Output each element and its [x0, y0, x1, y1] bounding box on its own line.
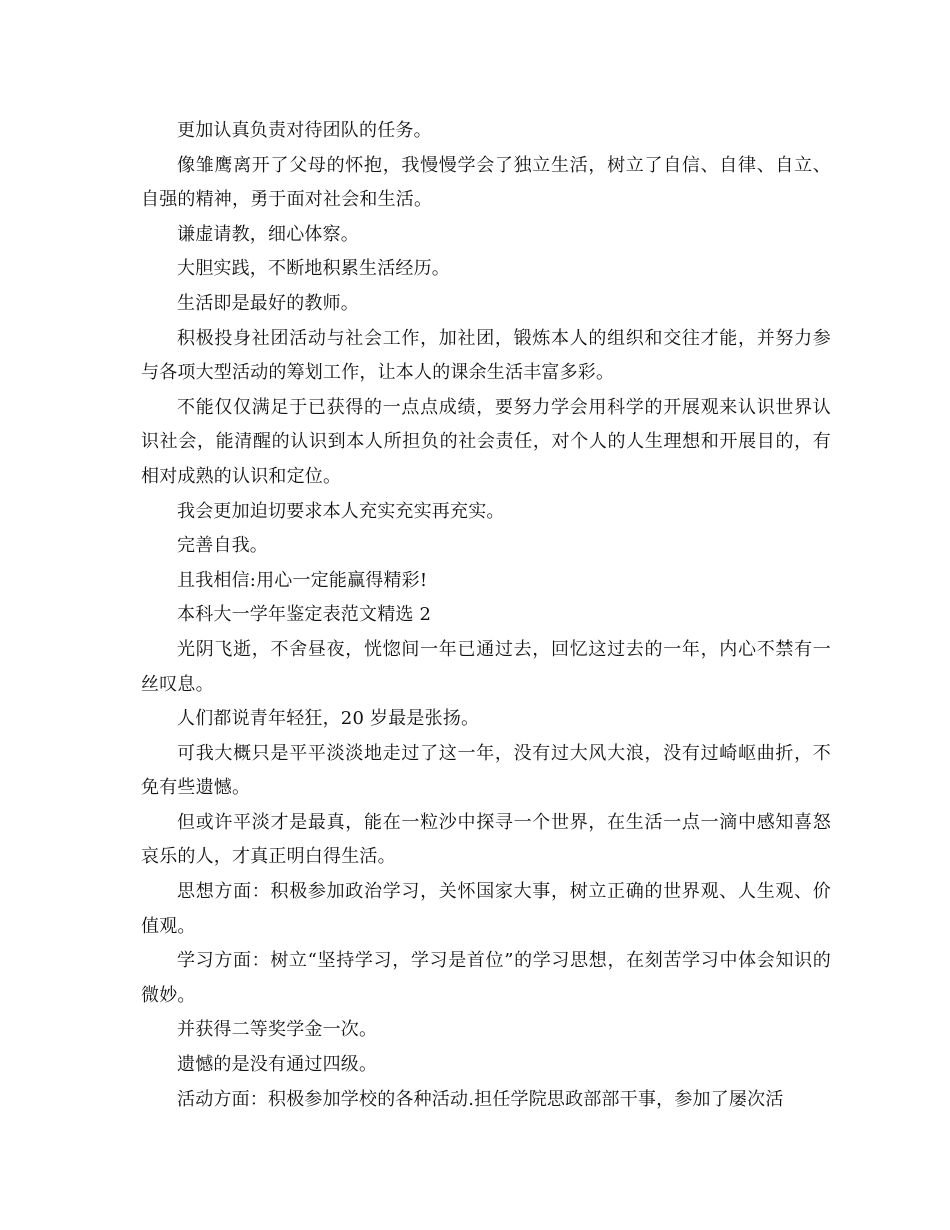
section-heading: 本科大一学年鉴定表范文精选 2: [177, 604, 432, 626]
paragraph: 我会更加迫切要求本人充实充实再充实。: [177, 500, 505, 522]
paragraph: 并获得二等奖学金一次。: [177, 1019, 378, 1041]
paragraph: 生活即是最好的教师。: [177, 292, 359, 314]
paragraph: 但或许平淡才是最真，能在一粒沙中探寻一个世界，在生活一点一滴中感知喜怒哀乐的人，才真正明白得生活。: [141, 811, 831, 868]
paragraph: 完善自我。: [177, 535, 268, 557]
paragraph: 像雏鹰离开了父母的怀抱，我慢慢学会了独立生活，树立了自信、自律、自立、自强的精神，勇于面对社会和生活。: [141, 154, 831, 211]
paragraph: 谦虚请教，细心体察。: [177, 223, 359, 245]
paragraph: 大胆实践，不断地积累生活经历。: [177, 258, 450, 280]
paragraph: 光阴飞逝，不舍昼夜，恍惚间一年已通过去，回忆这过去的一年，内心不禁有一丝叹息。: [141, 638, 831, 695]
paragraph: 可我大概只是平平淡淡地走过了这一年，没有过大风大浪，没有过崎岖曲折，不免有些遗憾。: [141, 742, 831, 799]
paragraph: 人们都说青年轻狂，20 岁最是张扬。: [177, 708, 480, 730]
paragraph: 思想方面：积极参加政治学习，关怀国家大事，树立正确的世界观、人生观、价值观。: [141, 881, 831, 937]
paragraph: 积极投身社团活动与社会工作，加社团，锻炼本人的组织和交往才能，并努力参与各项大型活动的筹划工作，让本人的课余生活丰富多彩。: [141, 327, 831, 384]
document-body: [141, 114, 831, 1117]
paragraph: 学习方面：树立“坚持学习，学习是首位”的学习思想，在刻苦学习中体会知识的微妙。: [141, 950, 831, 1006]
paragraph: 遗憾的是没有通过四级。: [177, 1054, 378, 1076]
paragraph: 活动方面：积极参加学校的各种活动.担任学院思政部部干事，参加了屡次活: [177, 1088, 784, 1110]
paragraph: 且我相信:用心一定能赢得精彩!: [177, 569, 428, 591]
paragraph: 更加认真负责对待团队的任务。: [177, 120, 432, 141]
paragraph: 不能仅仅满足于已获得的一点点成绩，要努力学会用科学的开展观来认识世界认识社会，能清醒的认识到本人所担负的社会责任，对个人的人生理想和开展目的，有相对成熟的认识和定位。: [141, 396, 831, 487]
